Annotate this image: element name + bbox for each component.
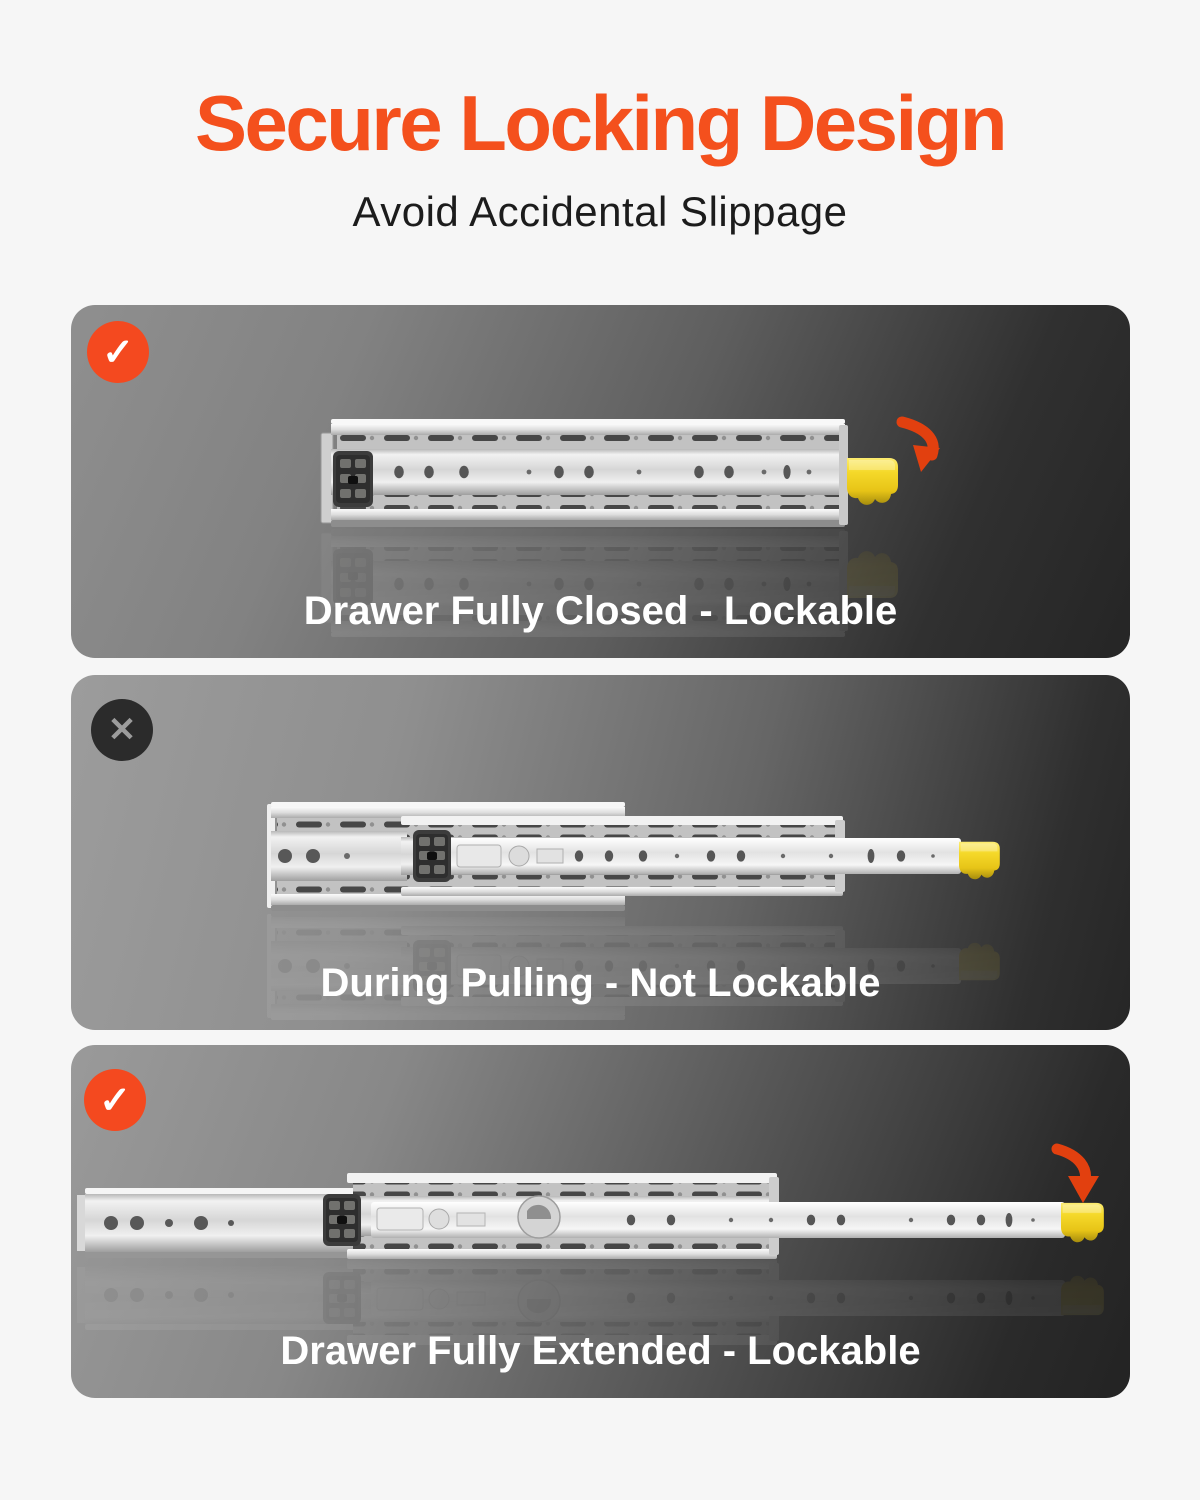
- yellow-lock-lever: [959, 842, 1000, 880]
- front-bracket: [333, 451, 373, 507]
- panel-caption: Drawer Fully Extended - Lockable: [280, 1329, 921, 1373]
- yellow-lock-lever: [1061, 1203, 1104, 1242]
- yellow-lock-lever: [847, 458, 898, 505]
- down-arrow-icon: [1057, 1149, 1099, 1203]
- page-subtitle: Avoid Accidental Slippage: [352, 188, 848, 235]
- panel-drawer-closed: [71, 305, 1130, 658]
- page-title: Secure Locking Design: [194, 79, 1006, 167]
- check-icon: ✓: [84, 1069, 146, 1131]
- front-bracket: [323, 1194, 361, 1246]
- panel-caption: During Pulling - Not Lockable: [320, 961, 881, 1005]
- panel-during-pulling: [71, 675, 1130, 1030]
- header: [0, 0, 1200, 236]
- down-arrow-icon: [902, 422, 940, 472]
- panel-caption: Drawer Fully Closed - Lockable: [303, 589, 898, 633]
- check-icon: ✓: [87, 321, 149, 383]
- x-icon: ✕: [91, 699, 153, 761]
- front-bracket: [413, 830, 451, 882]
- panel-drawer-extended: [71, 1045, 1130, 1398]
